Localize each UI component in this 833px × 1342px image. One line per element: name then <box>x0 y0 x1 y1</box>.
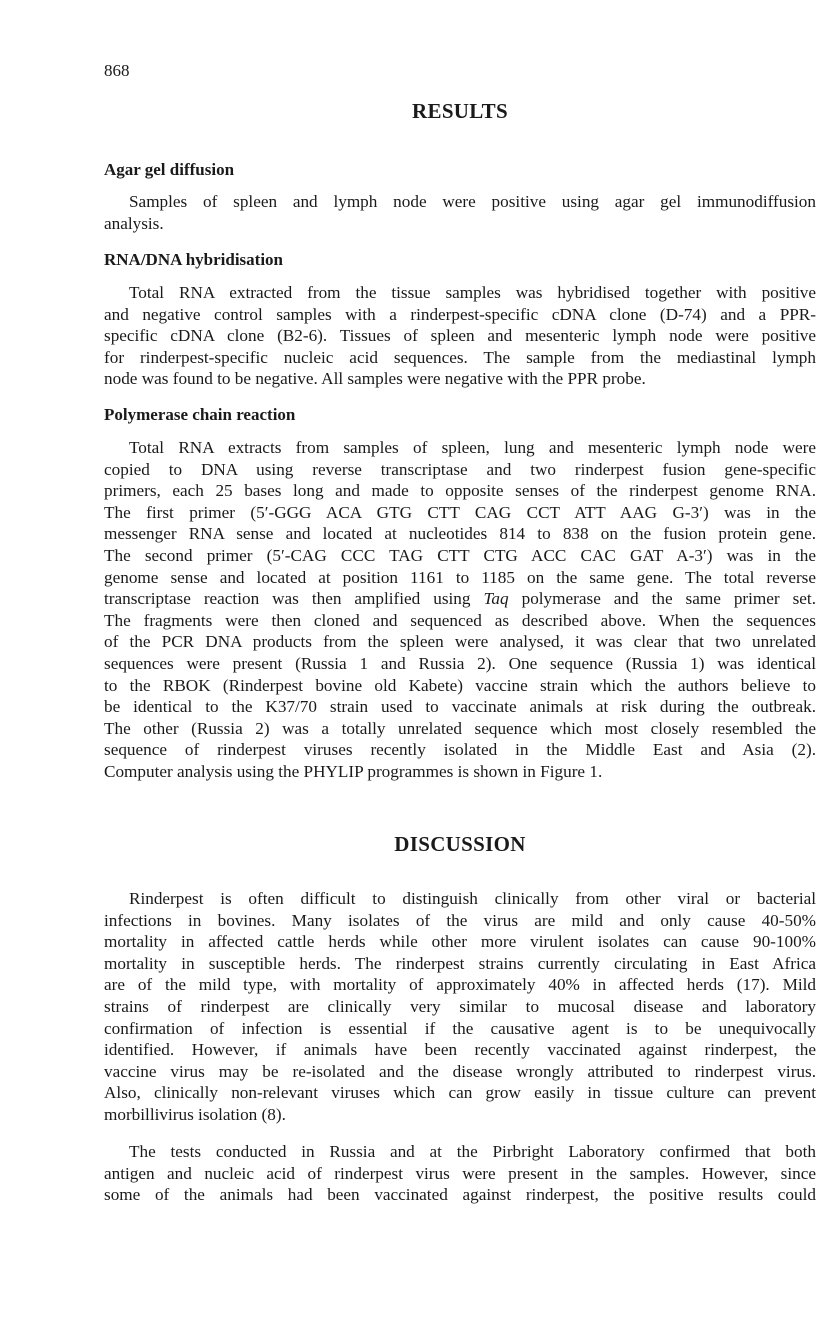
text-line: mortality in susceptible herds. The rinderpest strains currently circulating in East Africa <box>104 953 816 973</box>
text-line: specific cDNA clone (B2-6). Tissues of spleen and mesenteric lymph node were positive <box>104 326 816 346</box>
paragraph-discussion-1 <box>104 888 816 1126</box>
text-line: to the RBOK (Rinderpest bovine old Kabete) vaccine strain which the authors believe to <box>104 675 816 695</box>
text-line: Samples of spleen and lymph node were positive using agar gel immunodiffusion <box>129 192 816 211</box>
text-line: Also, clinically non-relevant viruses which can grow easily in tissue culture can prevent <box>104 1083 816 1103</box>
text-line: Total RNA extracts from samples of spleen, lung and mesenteric lymph node were <box>129 438 816 457</box>
page-number: 868 <box>104 61 130 80</box>
paragraph-polymerase-chain-reaction <box>104 437 816 783</box>
text-line: The second primer (5′-CAG CCC TAG CTT CTG ACC CAC GAT A-3′) was in the <box>104 545 816 565</box>
text-line: some of the animals had been vaccinated against rinderpest, the positive results could <box>104 1185 816 1205</box>
text-line: infections in bovines. Many isolates of the virus are mild and only cause 40-50% <box>104 910 816 930</box>
discussion-heading: DISCUSSION <box>394 832 526 856</box>
text-line: morbillivirus isolation (8). <box>104 1104 286 1124</box>
text-line: The first primer (5′-GGG ACA GTG CTT CAG CCT ATT AAG G-3′) was in the <box>104 502 816 522</box>
text-line: for rinderpest-specific nucleic acid sequences. The sample from the mediastinal lymph <box>104 347 816 367</box>
text-line: and negative control samples with a rinderpest-specific cDNA clone (D-74) and a PPR- <box>104 304 816 324</box>
paragraph-agar-gel-diffusion <box>104 191 816 234</box>
subheading-polymerase-chain-reaction: Polymerase chain reaction <box>104 405 296 424</box>
subheading-rna-dna-hybridisation: RNA/DNA hybridisation <box>104 250 284 269</box>
text-line: mortality in affected cattle herds while other more virulent isolates can cause 90-100% <box>104 932 816 952</box>
text-line: strains of rinderpest are clinically very similar to mucosal disease and laboratory <box>104 996 816 1016</box>
text-line: The fragments were then cloned and sequenced as described above. When the sequences <box>104 610 816 630</box>
text-line: vaccine virus may be re-isolated and the disease wrongly attributed to rinderpest virus. <box>104 1061 816 1081</box>
text-line: antigen and nucleic acid of rinderpest virus were present in the samples. However, since <box>104 1163 816 1183</box>
text-line: sequences were present (Russia 1 and Russia 2). One sequence (Russia 1) was identical <box>104 653 816 673</box>
text-line: genome sense and located at position 1161 to 1185 on the same gene. The total reverse <box>104 567 816 587</box>
text-line: analysis. <box>104 213 164 233</box>
text-line: The tests conducted in Russia and at the Pirbright Laboratory confirmed that both <box>129 1142 816 1161</box>
text-line: primers, each 25 bases long and made to opposite senses of the rinderpest genome RNA. <box>104 481 816 501</box>
results-heading: RESULTS <box>412 99 508 123</box>
text-line: identified. However, if animals have been recently vaccinated against rinderpest, the <box>104 1040 816 1060</box>
subheading-agar-gel-diffusion: Agar gel diffusion <box>104 160 235 179</box>
paragraph-discussion-2 <box>104 1141 816 1206</box>
text-line: be identical to the K37/70 strain used to vaccinate animals at risk during the outbreak. <box>104 697 816 717</box>
text-line: Computer analysis using the PHYLIP programmes is shown in Figure 1. <box>104 761 603 781</box>
text-line: of the PCR DNA products from the spleen were analysed, it was clear that two unrelated <box>104 632 816 652</box>
text-line: Rinderpest is often difficult to distinguish clinically from other viral or bacterial <box>129 889 816 908</box>
text-line: copied to DNA using reverse transcriptase and two rinderpest fusion gene-specific <box>104 459 816 479</box>
text-line: Total RNA extracted from the tissue samples was hybridised together with positive <box>129 283 816 302</box>
text-line: messenger RNA sense and located at nucleotides 814 to 838 on the fusion protein gene. <box>104 524 816 544</box>
text-line: node was found to be negative. All samples were negative with the PPR probe. <box>104 369 646 389</box>
text-line: transcriptase reaction was then amplified using Taq polymerase and the same primer set. <box>104 589 816 609</box>
paragraph-rna-dna-hybridisation <box>104 282 816 390</box>
text-line: are of the mild type, with mortality of approximately 40% in affected herds (17). Mild <box>104 975 816 995</box>
text-line: The other (Russia 2) was a totally unrelated sequence which most closely resembled the <box>104 718 816 738</box>
text-line: sequence of rinderpest viruses recently isolated in the Middle East and Asia (2). <box>104 740 816 760</box>
text-line: confirmation of infection is essential if the causative agent is to be unequivocally <box>104 1018 816 1038</box>
